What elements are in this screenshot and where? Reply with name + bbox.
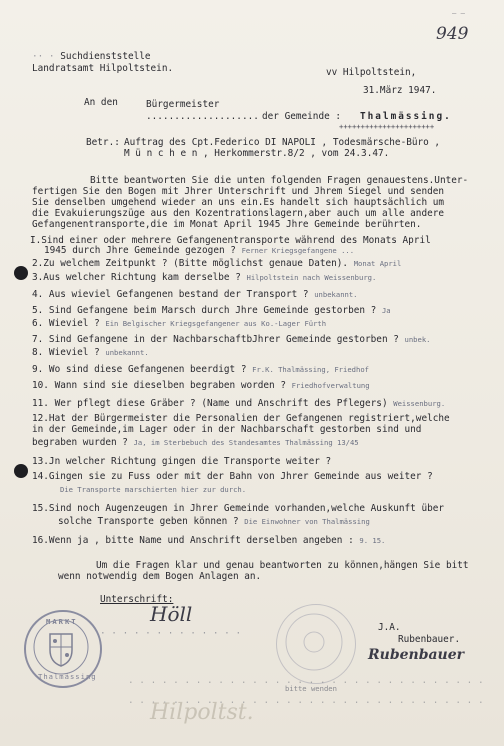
answer-9: Fr.K. Thalmässing, Friedhof	[252, 365, 369, 374]
official-seal-stamp: MARKT Thalmässing	[24, 610, 102, 688]
sender-line-2: Landratsamt Hilpoltstein.	[32, 63, 174, 74]
dotted-line: . . . . . . . . . . . . . . . . . . . . . . . . . . . . . . . .	[128, 695, 484, 706]
place-line: vv Hilpoltstein,	[326, 67, 417, 78]
signature-label: Unterschrift:	[100, 594, 174, 605]
corner-mark: — —	[452, 8, 465, 17]
subject-label: Betr.:	[86, 137, 120, 148]
question-1-line-2: 1945 durch Jhre Gemeinde gezogen ? Ferner Kriegsgefangene ...	[44, 245, 355, 256]
archive-number: 949	[436, 24, 469, 44]
question-15-line-1: 15.Sind noch Augenzeugen in Jhrer Gemeinde vorhanden,welche Auskunft über	[32, 503, 445, 514]
recipient-municipality-prefix: der Gemeinde :	[262, 111, 342, 122]
answer-12: Ja, im Sterbebuch des Standesamtes Thalmässing 13/45	[133, 438, 359, 447]
signature-right-name: Rubenbauer.	[398, 634, 461, 645]
dotted-line: . . . . . . . . . . . . . . . . . . . . . . . . . . . . . . . .	[128, 675, 484, 686]
question-6: 6. Wieviel ? Ein Belgischer Kriegsgefangener aus Ko.-Lager Fürth	[32, 318, 327, 329]
question-9: 9. Wo sind diese Gefangenen beerdigt ? Fr.K. Thalmässing, Friedhof	[32, 364, 369, 375]
answer-10: Friedhofverwaltung	[291, 381, 370, 390]
closing-line: Um die Fragen klar und genau beantworten zu können,hängen Sie bitt	[96, 560, 469, 571]
bottom-note: bitte wenden	[285, 684, 337, 693]
recipient-dots: ....................	[146, 111, 259, 122]
signature-left-handwritten: Höll	[150, 602, 193, 626]
plus-row: ++++++++++++++++++++++	[339, 122, 435, 131]
intro-line: Sie denselben umgehend wieder an uns ein.Es handelt sich hauptsächlich um	[32, 197, 445, 208]
faint-seal-icon	[275, 603, 353, 681]
question-12-line-2: in der Gemeinde,im Lager oder in der Nachbarschaft gestorben sind und	[32, 424, 422, 435]
signature-right-prefix: J.A.	[378, 622, 401, 633]
intro-line: Bitte beantworten Sie die unten folgenden Fragen genauestens.Unter-	[90, 175, 469, 186]
answer-15: Die Einwohner von Thalmässing	[244, 517, 370, 526]
signature-right-handwritten: Rubenbauer	[368, 647, 465, 663]
question-15-line-2: solche Transporte geben können ? Die Einwohner von Thalmässing	[58, 516, 370, 527]
question-4: 4. Aus wieviel Gefangenen bestand der Transport ? unbekannt.	[32, 289, 358, 300]
show-through-handwriting: Hilpoltst.	[150, 700, 254, 725]
faint-stamp	[276, 604, 356, 684]
closing-line: wenn notwendig dem Bogen Anlagen an.	[58, 571, 262, 582]
question-3: 3.Aus welcher Richtung kam derselbe ? Hilpoltstein nach Weissenburg.	[32, 272, 377, 283]
signature-dots: · · · · · · · · · · · · ·	[100, 628, 242, 639]
answer-6: Ein Belgischer Kriegsgefangener aus Ko.-Lager Fürth	[105, 319, 327, 328]
punch-hole	[14, 266, 28, 280]
question-1-line-1: I.Sind einer oder mehrere Gefangenentransporte während des Monats April	[30, 235, 431, 246]
subject-line-1: Auftrag des Cpt.Federico DI NAPOLI , Todesmärsche-Büro ,	[124, 137, 441, 148]
recipient-title: Bürgermeister	[146, 99, 220, 110]
to-label: An den	[84, 97, 118, 108]
question-16: 16.Wenn ja , bitte Name und Anschrift derselben angeben : 9. 15.	[32, 535, 386, 546]
answer-14: Die Transporte marschierten hier zur durch.	[60, 485, 247, 494]
answer-4: unbekannt.	[314, 290, 358, 299]
answer-3: Hilpoltstein nach Weissenburg.	[246, 273, 377, 282]
intro-line: fertigen Sie den Bogen mit Jhrer Unterschrift und Jhrem Siegel und senden	[32, 186, 445, 197]
answer-7: unbek.	[404, 335, 431, 344]
answer-5: Ja	[381, 306, 391, 315]
recipient-municipality: Thalmässing.	[360, 111, 452, 122]
intro-line: die Evakuierungszüge aus den Kozentrationslagern,aber auch um alle andere	[32, 208, 445, 219]
question-13: 13.Jn welcher Richtung gingen die Transporte weiter ?	[32, 456, 332, 467]
sender-line-1: ·· · Suchdienststelle	[32, 51, 151, 62]
question-10: 10. Wann sind sie dieselben begraben worden ? Friedhofverwaltung	[32, 380, 370, 391]
answer-11: Weissenburg.	[393, 399, 446, 408]
subject-line-2: M ü n c h e n , Herkommerstr.8/2 , vom 24.3.47.	[124, 148, 390, 159]
punch-hole	[14, 464, 28, 478]
answer-16: 9. 15.	[359, 536, 386, 545]
question-12-line-3: begraben wurden ? Ja, im Sterbebuch des Standesamtes Thalmässing 13/45	[32, 437, 359, 448]
answer-2: Monat April	[353, 259, 402, 268]
question-5: 5. Sind Gefangene beim Marsch durch Jhre Gemeinde gestorben ? Ja	[32, 305, 391, 316]
answer-1: Ferner Kriegsgefangene ...	[241, 246, 355, 255]
question-11: 11. Wer pflegt diese Gräber ? (Name und Anschrift des Pflegers) Weissenburg.	[32, 398, 446, 409]
question-14: 14.Gingen sie zu Fuss oder mit der Bahn von Jhrer Gemeinde aus weiter ?	[32, 471, 433, 482]
question-7: 7. Sind Gefangene in der NachbarschaftbJhrer Gemeinde gestorben ? unbek.	[32, 334, 431, 345]
answer-8: unbekannt.	[105, 348, 149, 357]
intro-line: Gefangenentransporte,die im Monat April 1945 Jhre Gemeinde berührten.	[32, 219, 422, 230]
question-12-line-1: 12.Hat der Bürgermeister die Personalien der Gefangenen registriert,welche	[32, 413, 450, 424]
question-2: 2.Zu welchem Zeitpunkt ? (Bitte möglichst genaue Daten). Monat April	[32, 258, 402, 269]
date-line: 31.März 1947.	[363, 85, 437, 96]
question-8: 8. Wieviel ? unbekannt.	[32, 347, 149, 358]
